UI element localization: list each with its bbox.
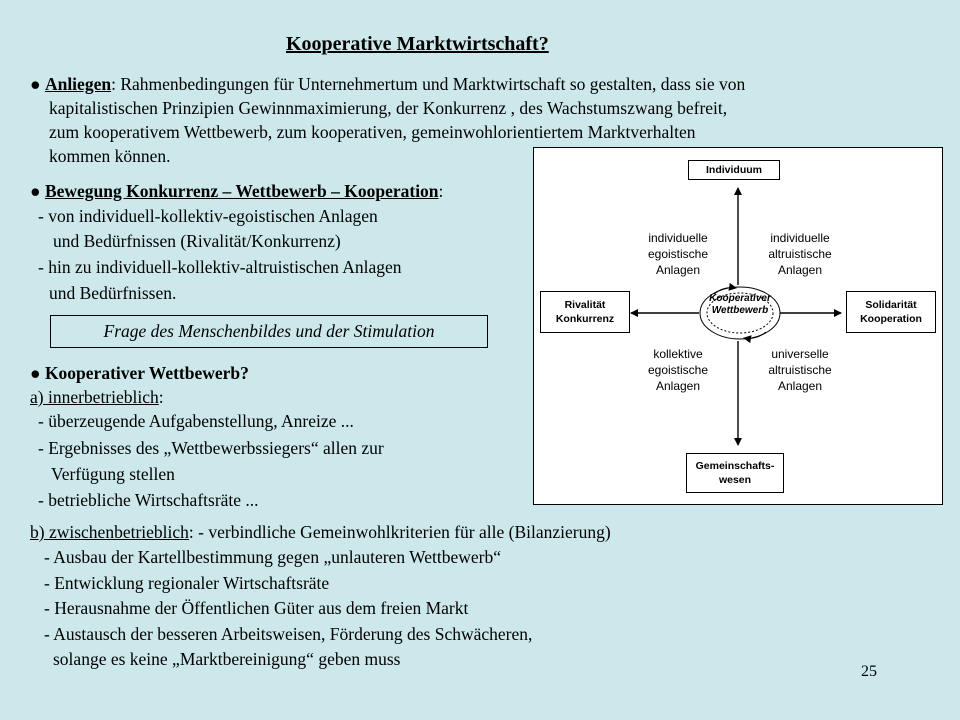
anliegen-text-1: : Rahmenbedingungen für Unternehmertum und Marktwirtschaft so gestalten, dass sie von — [111, 74, 746, 94]
quadrant-bottom-left-line-2: egoistische — [647, 363, 709, 377]
frage-box: Frage des Menschenbildes und der Stimulation — [50, 315, 488, 348]
box-gemeinschaftswesen-line-1: Gemeinschafts- — [695, 460, 775, 472]
b-line-2: - Entwicklung regionaler Wirtschaftsräte — [44, 573, 330, 593]
box-individuum: Individuum — [688, 160, 780, 180]
page-title: Kooperative Marktwirtschaft? — [286, 33, 549, 55]
box-rivalitaet — [540, 291, 630, 333]
quadrant-top-left-line-1: individuelle — [648, 231, 708, 245]
center-label-line-1: Kooperativer — [709, 293, 771, 304]
a-line-2: - Ergebnisses des „Wettbewerbssiegers“ allen zur — [38, 438, 384, 458]
a-label: a) innerbetrieblich — [30, 387, 159, 407]
quadrant-bottom-left-line-3: Anlagen — [655, 379, 701, 393]
box-solidaritaet — [846, 291, 936, 333]
anliegen-label: Anliegen — [44, 74, 112, 94]
quadrant-top-left-line-3: Anlagen — [655, 263, 701, 277]
quadrant-top-left-line-2: egoistische — [647, 247, 709, 261]
a-colon: : — [158, 387, 164, 407]
a-line-3: Verfügung stellen — [51, 464, 175, 484]
a-heading — [30, 386, 164, 409]
center-label-line-2: Wettbewerb — [711, 305, 769, 316]
b-heading — [30, 521, 611, 544]
quadrant-bottom-right-line-3: Anlagen — [777, 379, 823, 393]
box-gemeinschaftswesen-line-2: wesen — [718, 474, 752, 486]
b-line-1: - Ausbau der Kartellbestimmung gegen „unlauteren Wettbewerb“ — [44, 547, 501, 567]
bewegung-label: Bewegung Konkurrenz – Wettbewerb – Kooperation — [44, 181, 439, 201]
bewegung-line-4: und Bedürfnissen. — [49, 283, 177, 303]
a-line-4: - betriebliche Wirtschaftsräte ... — [38, 490, 259, 510]
quadrant-top-right-line-2: altruistische — [768, 247, 832, 261]
b-line-5: solange es keine „Marktbereinigung“ geben muss — [53, 649, 401, 669]
anliegen-line-1 — [30, 73, 745, 96]
bullet: ● — [30, 181, 41, 201]
kooperativer-heading: ● Kooperativer Wettbewerb? — [30, 363, 249, 383]
quadrant-top-left — [638, 230, 718, 278]
bullet: ● — [30, 74, 41, 94]
bewegung-colon: : — [438, 181, 444, 201]
center-label — [705, 293, 775, 317]
box-solidaritaet-line-2: Kooperation — [860, 313, 922, 325]
bewegung-line-2: und Bedürfnissen (Rivalität/Konkurrenz) — [53, 231, 341, 251]
bewegung-line-1: - von individuell-kollektiv-egoistischen Anlagen — [38, 206, 378, 226]
quadrant-top-right — [758, 230, 842, 278]
quadrant-bottom-right-line-2: altruistische — [768, 363, 832, 377]
b-rest: : - verbindliche Gemeinwohlkriterien für alle (Bilanzierung) — [188, 522, 611, 542]
quadrant-top-right-line-1: individuelle — [770, 231, 830, 245]
b-line-3: - Herausnahme der Öffentlichen Güter aus dem freien Markt — [44, 598, 469, 618]
box-rivalitaet-line-2: Konkurrenz — [555, 313, 615, 325]
cooperation-diagram — [533, 147, 943, 505]
a-line-1: - überzeugende Aufgabenstellung, Anreize ... — [38, 411, 354, 431]
b-line-4: - Austausch der besseren Arbeitsweisen, Förderung des Schwächeren, — [44, 624, 533, 644]
box-rivalitaet-line-1: Rivalität — [564, 299, 606, 311]
quadrant-bottom-right-line-1: universelle — [771, 347, 829, 361]
b-label: b) zwischenbetrieblich — [30, 522, 189, 542]
box-gemeinschaftswesen — [686, 453, 784, 493]
quadrant-top-right-line-3: Anlagen — [777, 263, 823, 277]
page-number: 25 — [861, 663, 877, 680]
anliegen-line-3: zum kooperativem Wettbewerb, zum kooperativen, gemeinwohlorientiertem Marktverhalten — [49, 122, 696, 142]
quadrant-bottom-right — [758, 346, 842, 394]
quadrant-bottom-left-line-1: kollektive — [653, 347, 703, 361]
bewegung-heading — [30, 180, 443, 203]
quadrant-bottom-left — [638, 346, 718, 394]
bewegung-line-3: - hin zu individuell-kollektiv-altruistischen Anlagen — [38, 257, 402, 277]
box-solidaritaet-line-1: Solidarität — [865, 299, 917, 311]
anliegen-line-2: kapitalistischen Prinzipien Gewinnmaximierung, der Konkurrenz , des Wachstumszwang befreit, — [49, 98, 728, 118]
anliegen-line-4: kommen können. — [49, 146, 171, 166]
